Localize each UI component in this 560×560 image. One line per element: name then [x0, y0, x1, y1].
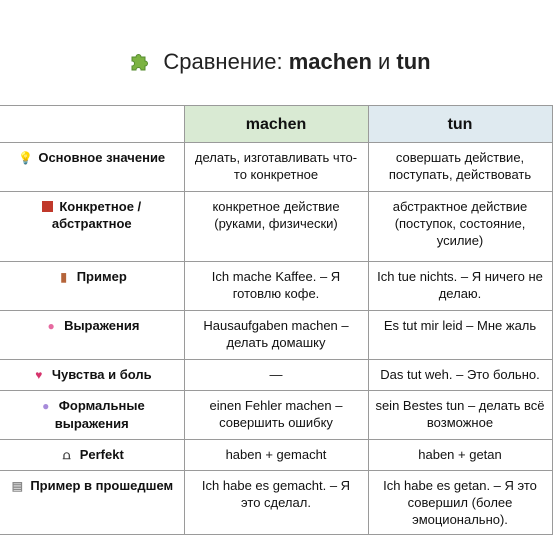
tun-cell: совершать действие, поступать, действовать — [368, 143, 552, 192]
shoe-icon: ⩍ — [62, 448, 71, 462]
title-text: Сравнение: machen и tun — [163, 49, 431, 74]
row-label: ● Формальные выражения — [0, 391, 184, 440]
brain-icon: ● — [47, 319, 55, 333]
table-row — [0, 360, 552, 391]
scroll-icon: ▤ — [11, 479, 23, 493]
machen-cell: einen Fehler machen – совершить ошибку — [184, 391, 368, 440]
machen-cell: конкретное действие (руками, физически) — [184, 192, 368, 262]
table-row — [0, 391, 552, 440]
table-header-row — [0, 106, 552, 143]
tun-cell: sein Bestes tun – делать всё возможное — [368, 391, 552, 440]
table-row — [0, 471, 552, 535]
header-machen: machen — [184, 106, 368, 143]
tun-cell: Es tut mir leid – Мне жаль — [368, 311, 552, 360]
row-label: ● Выражения — [0, 311, 184, 360]
table-row — [0, 143, 552, 192]
lightbulb-icon: 💡 — [18, 151, 34, 165]
person-icon: ▮ — [60, 270, 67, 284]
header-tun: tun — [368, 106, 552, 143]
machen-cell: Ich habe es gemacht. – Я это сделал. — [184, 471, 368, 535]
tun-cell: Ich tue nichts. – Я ничего не делаю. — [368, 262, 552, 311]
tun-cell: haben + getan — [368, 440, 552, 471]
heart-icon: ♥ — [35, 368, 43, 382]
machen-cell: Ich mache Kaffee. – Я готовлю кофе. — [184, 262, 368, 311]
machen-cell: делать, изготавливать что-то конкретное — [184, 143, 368, 192]
table-row — [0, 192, 552, 262]
row-label: ▤ Пример в прошедшем — [0, 471, 184, 535]
tun-cell: Das tut weh. – Это больно. — [368, 360, 552, 391]
comparison-table — [0, 105, 553, 535]
tun-cell: Ich habe es getan. – Я это совершил (более эмоционально). — [368, 471, 552, 535]
row-label: ♥ Чувства и боль — [0, 360, 184, 391]
table-row — [0, 262, 552, 311]
machen-cell: haben + gemacht — [184, 440, 368, 471]
machen-cell: Hausaufgaben machen – делать домашку — [184, 311, 368, 360]
table-row — [0, 311, 552, 360]
page-title — [0, 44, 560, 80]
speech-bubble-icon: ● — [42, 399, 50, 413]
tun-cell: абстрактное действие (поступок, состояние, усилие) — [368, 192, 552, 262]
table-row — [0, 440, 552, 471]
row-label: ⩍ Perfekt — [0, 440, 184, 471]
brick-icon — [42, 201, 53, 212]
machen-cell: — — [184, 360, 368, 391]
row-label: ▮ Пример — [0, 262, 184, 311]
puzzle-icon — [129, 51, 151, 73]
row-label: 💡 Основное значение — [0, 143, 184, 192]
row-label: Конкретное / абстрактное — [0, 192, 184, 262]
header-empty-cell — [0, 106, 184, 143]
